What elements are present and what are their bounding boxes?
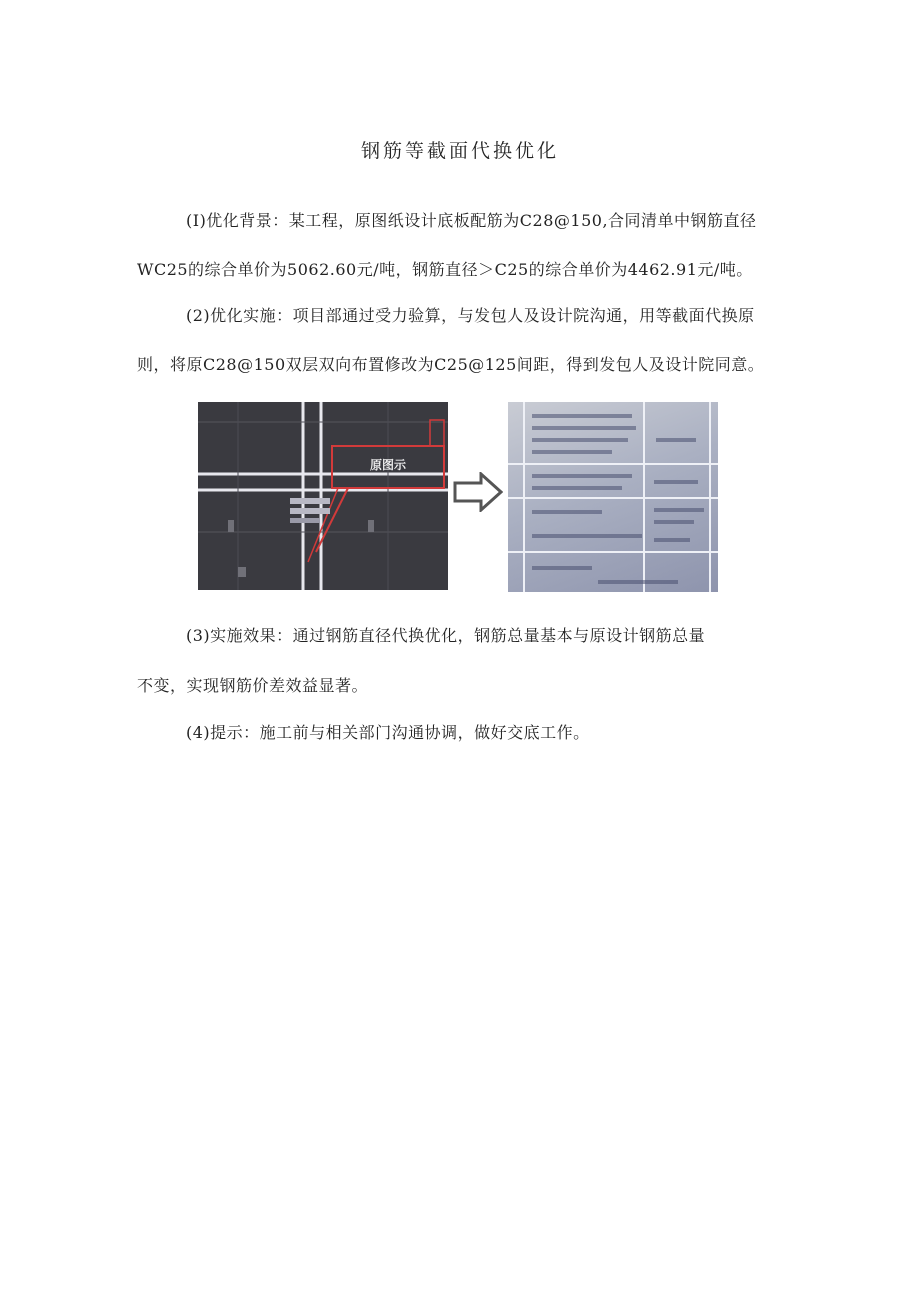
paragraph-implementation-line2: 则，将原C28@150双层双向布置修改为C25@125间距，得到发包人及设计院同意。 xyxy=(137,355,765,374)
cad-label: 原图示 xyxy=(369,458,407,472)
comparison-figure xyxy=(198,402,720,592)
page-title: 钢筋等截面代换优化 xyxy=(360,140,559,162)
paragraph-effect-line2: 不变，实现钢筋价差效益显著。 xyxy=(137,676,369,695)
paragraph-implementation-line1: (2)优化实施：项目部通过受力验算，与发包人及设计院沟通，用等截面代换原 xyxy=(186,306,755,325)
cad-drawing-image xyxy=(198,402,448,590)
paragraph-effect-line1: (3)实施效果：通过钢筋直径代换优化，钢筋总量基本与原设计钢筋总量 xyxy=(186,626,706,645)
paragraph-tip-line1: (4)提示：施工前与相关部门沟通协调，做好交底工作。 xyxy=(186,723,590,742)
right-arrow-icon xyxy=(453,472,503,512)
paragraph-background-line2: WC25的综合单价为5062.60元/吨，钢筋直径＞C25的综合单价为4462.91元/吨。 xyxy=(137,260,753,279)
cad-drawing-svg xyxy=(198,402,448,590)
spec-document-photo xyxy=(508,402,718,592)
paragraph-background-line1: (I)优化背景：某工程，原图纸设计底板配筋为C28@150,合同清单中钢筋直径 xyxy=(186,211,757,230)
